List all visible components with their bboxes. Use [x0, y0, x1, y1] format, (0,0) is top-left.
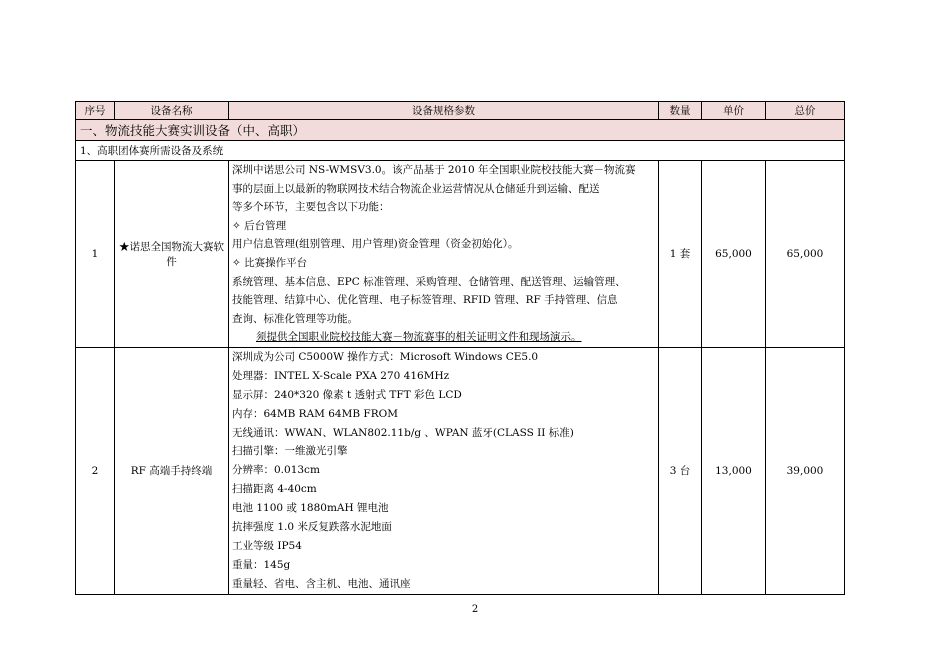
table-header-row — [76, 102, 845, 120]
spec-line: 查询、标准化管理等功能。 — [232, 312, 358, 325]
equipment-spec-table — [75, 101, 845, 595]
row-qty: 3 台 — [659, 347, 702, 594]
spec-line: 显示屏：240*320 像素 t 透射式 TFT 彩色 LCD — [232, 388, 462, 401]
table-row — [76, 347, 845, 594]
spec-line: ✧ 比赛操作平台 — [232, 256, 308, 269]
subsection-row — [76, 141, 845, 161]
header-name: 设备名称 — [115, 102, 229, 120]
spec-note: 须提供全国职业院校技能大赛－物流赛事的相关证明文件和现场演示。 — [256, 331, 582, 344]
spec-line: ✧ 后台管理 — [232, 219, 287, 232]
spec-line: 处理器：INTEL X-Scale PXA 270 416MHz — [232, 369, 450, 382]
subsection-title: 1、高职团体赛所需设备及系统 — [76, 141, 845, 161]
row-spec — [229, 161, 659, 348]
spec-line: 电池 1100 或 1880mAH 锂电池 — [232, 502, 389, 515]
spec-line: 扫描引擎：一维激光引擎 — [232, 445, 348, 458]
spec-line: 系统管理、基本信息、EPC 标准管理、采购管理、仓储管理、配送管理、运输管理、 — [232, 275, 626, 288]
spec-line: 内存：64MB RAM 64MB FROM — [232, 407, 398, 420]
spec-line: 扫描距离 4-40cm — [232, 483, 317, 496]
spec-line: 抗摔强度 1.0 米反复跌落水泥地面 — [232, 521, 392, 534]
header-qty: 数量 — [659, 102, 702, 120]
section-row — [76, 120, 845, 141]
header-unit-price: 单价 — [702, 102, 766, 120]
row-name: ★诺思全国物流大赛软件 — [115, 161, 229, 348]
header-no: 序号 — [76, 102, 115, 120]
page-number: 2 — [471, 604, 479, 615]
spec-line: 无线通讯：WWAN、WLAN802.11b/g 、WPAN 蓝牙(CLASS II 标准) — [232, 426, 574, 439]
row-no: 2 — [76, 347, 115, 594]
row-spec — [229, 347, 659, 594]
row-total: 39,000 — [766, 347, 845, 594]
spec-line: 深圳中诺思公司 NS-WMSV3.0。该产品基于 2010 年全国职业院校技能大赛－物流赛 — [232, 164, 636, 176]
spec-line: 深圳成为公司 C5000W 操作方式：Microsoft Windows CE5.0 — [232, 350, 539, 363]
spec-line: 重量：145g — [232, 558, 291, 571]
spec-line: 等多个环节，主要包含以下功能： — [232, 201, 390, 214]
row-total: 65,000 — [766, 161, 845, 348]
spec-line: 重量轻、省电、含主机、电池、通讯座 — [232, 577, 411, 590]
header-total: 总价 — [766, 102, 845, 120]
spec-line: 分辨率：0.013cm — [232, 464, 320, 477]
spec-line: 工业等级 IP54 — [232, 540, 302, 552]
spec-line: 事的层面上以最新的物联网技术结合物流企业运营情况从仓储延升到运输、配送 — [232, 182, 600, 195]
spec-line: 技能管理、结算中心、优化管理、电子标签管理、RFID 管理、RF 手持管理、信息 — [232, 294, 618, 307]
row-qty: 1 套 — [659, 161, 702, 348]
row-unit-price: 65,000 — [702, 161, 766, 348]
spec-line: 用户信息管理(组别管理、用户管理)资金管理（资金初始化）。 — [232, 238, 519, 251]
row-name: RF 高端手持终端 — [115, 347, 229, 594]
table-row — [76, 161, 845, 348]
row-unit-price: 13,000 — [702, 347, 766, 594]
row-no: 1 — [76, 161, 115, 348]
header-spec: 设备规格参数 — [229, 102, 659, 120]
section-title: 一、物流技能大赛实训设备（中、高职） — [76, 120, 845, 141]
